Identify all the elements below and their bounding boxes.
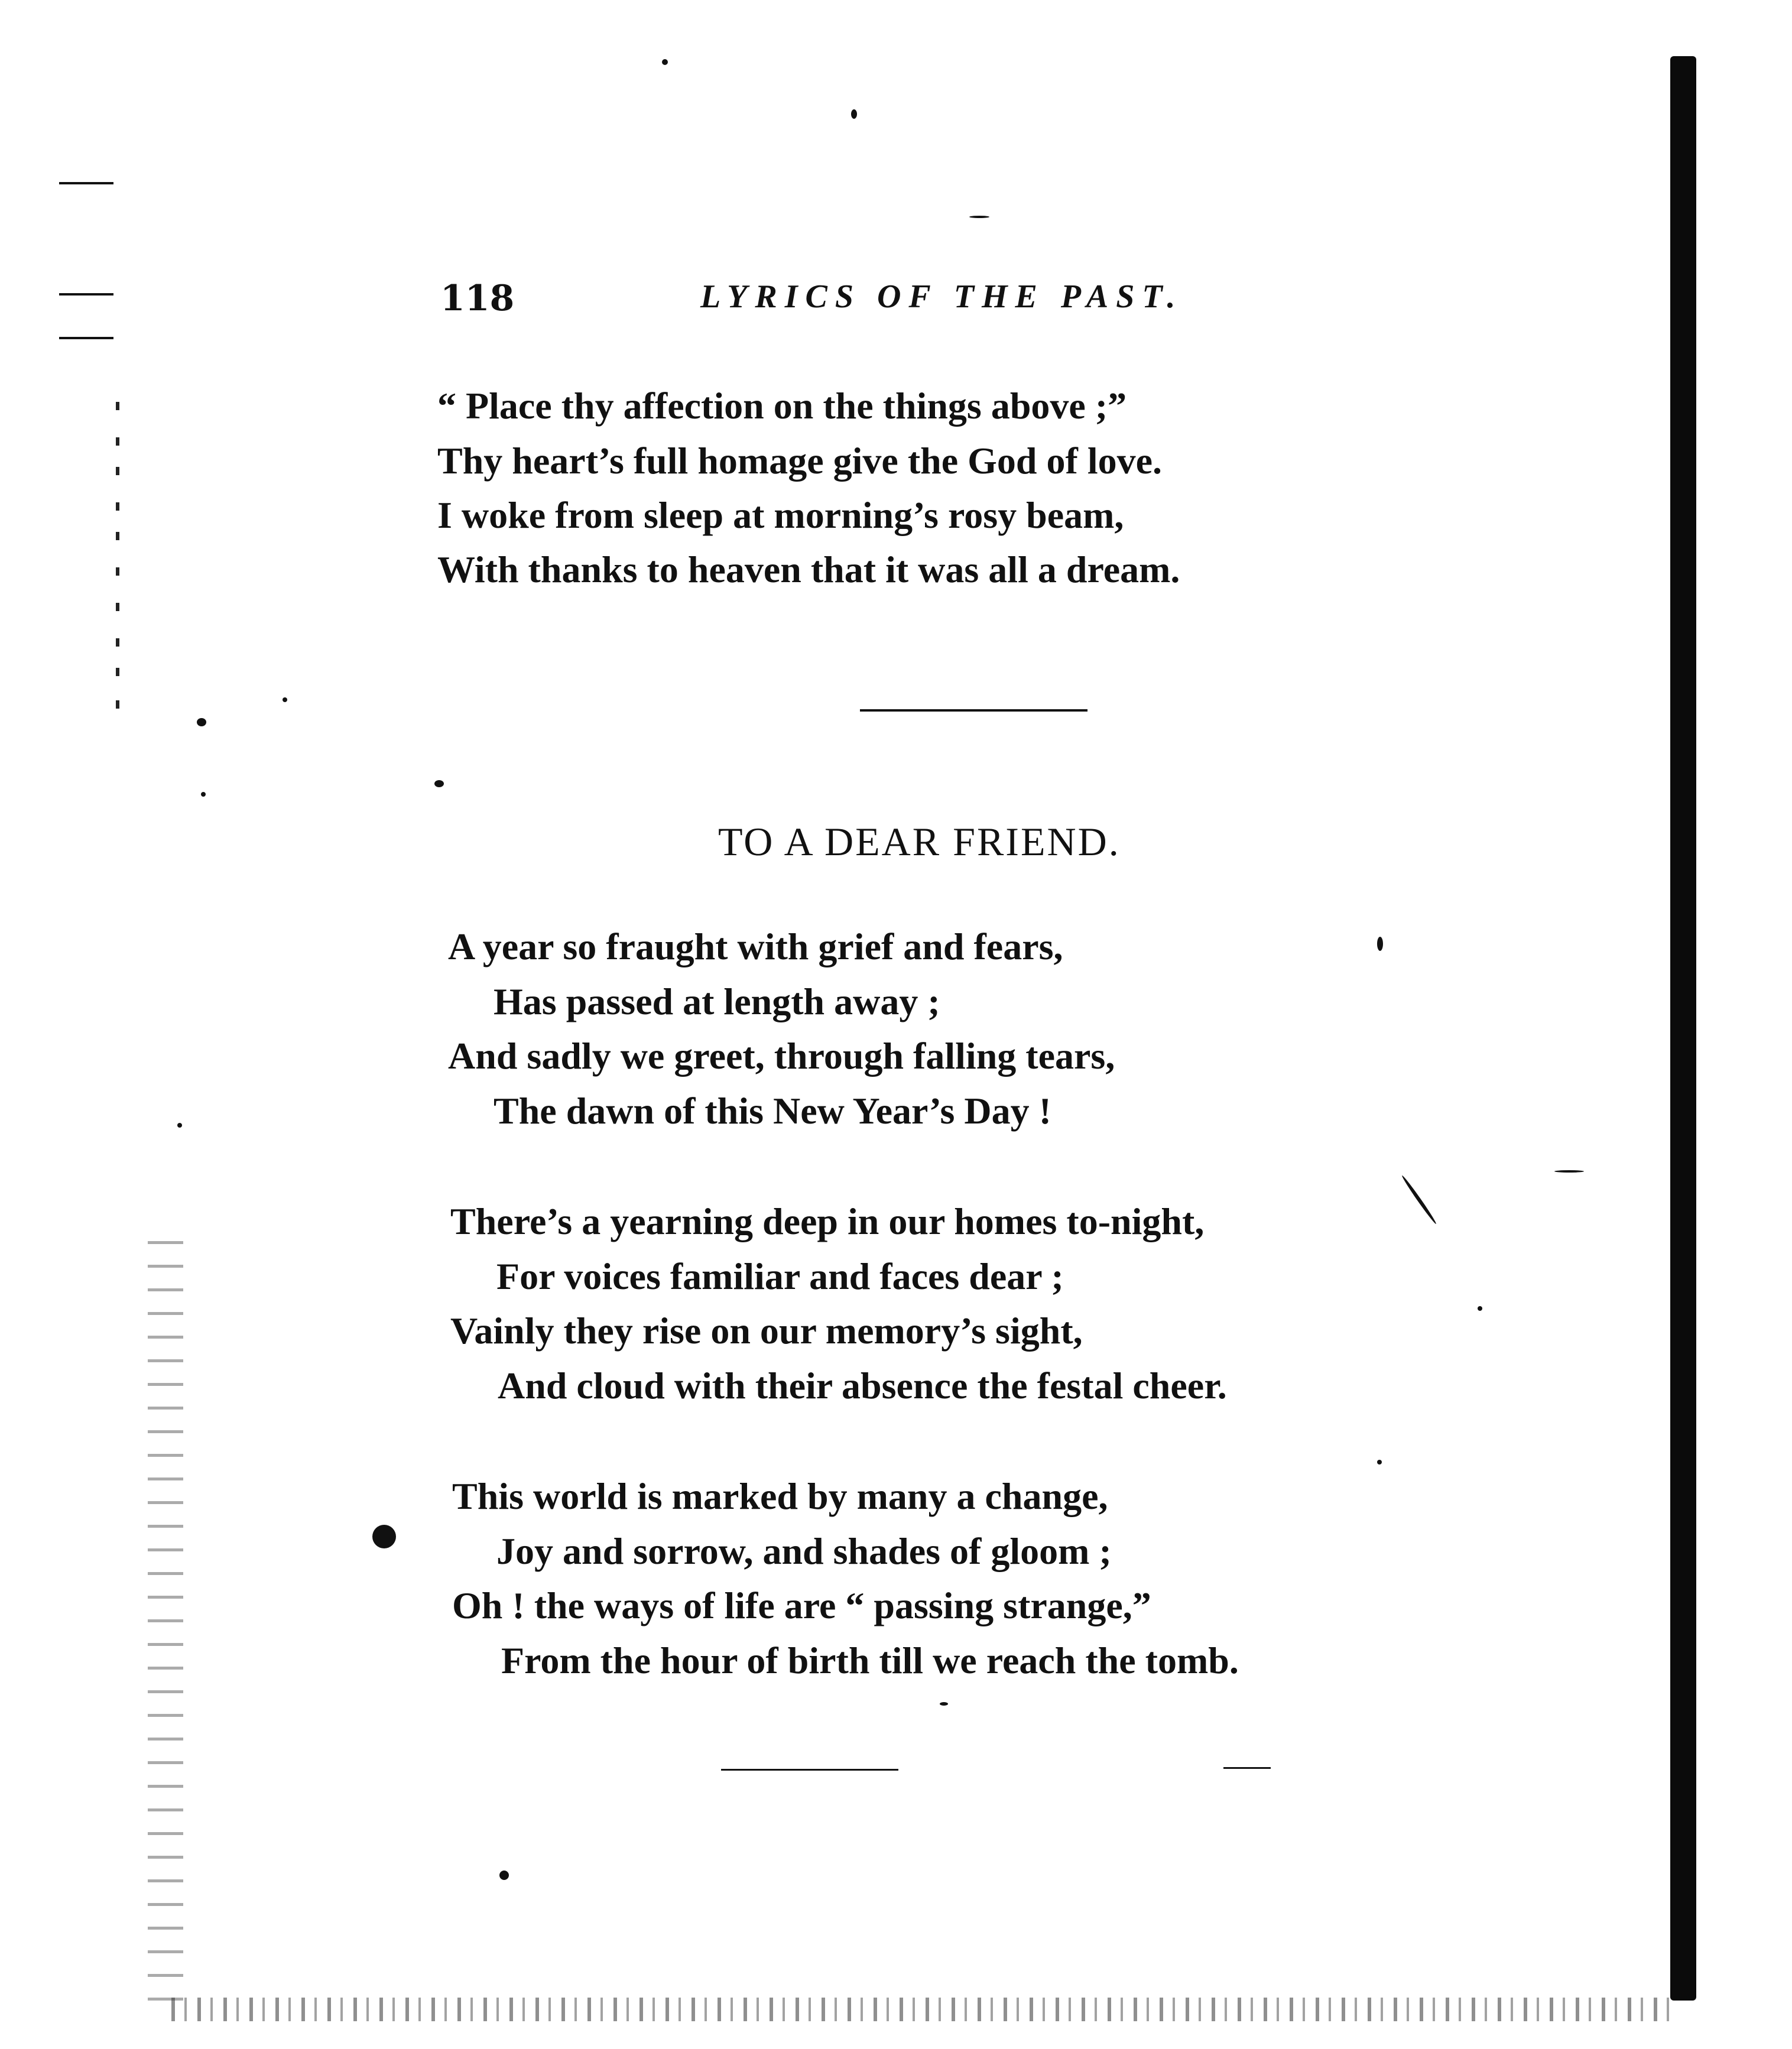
poem-line: For voices familiar and faces dear ;: [496, 1255, 1064, 1297]
ink-speck: [969, 216, 989, 218]
ink-speck: [197, 718, 206, 726]
page-number: 118: [440, 278, 515, 319]
ink-speck: [1554, 1170, 1584, 1173]
ink-speck: [851, 109, 857, 119]
ink-stroke: [1401, 1174, 1437, 1225]
margin-tick: [59, 182, 113, 184]
section-divider: [860, 709, 1087, 712]
ink-speck: [201, 792, 206, 797]
ink-speck: [177, 1123, 182, 1128]
binding-edge: [1670, 56, 1696, 2001]
scan-noise: [171, 1998, 1673, 2021]
running-title: LYRICS OF THE PAST.: [700, 278, 1183, 315]
poem-title: TO A DEAR FRIEND.: [718, 819, 1121, 864]
poem-line: Has passed at length away ;: [494, 980, 940, 1022]
poem-line: Joy and sorrow, and shades of gloom ;: [496, 1530, 1112, 1572]
poem-line: The dawn of this New Year’s Day !: [494, 1090, 1051, 1132]
ink-speck: [283, 697, 287, 702]
ink-speck: [1377, 1460, 1382, 1465]
running-header: [440, 278, 1285, 325]
poem-line: And sadly we greet, through falling tears,: [448, 1035, 1115, 1077]
poem-line: With thanks to heaven that it was all a dream.: [437, 548, 1180, 590]
poem-line: I woke from sleep at morning’s rosy beam,: [437, 494, 1124, 536]
poem-line: Thy heart’s full homage give the God of love.: [437, 440, 1162, 482]
end-divider: [721, 1769, 898, 1771]
poem-line: Vainly they rise on our memory’s sight,: [450, 1310, 1083, 1352]
poem-line: A year so fraught with grief and fears,: [448, 926, 1063, 967]
poem-line: From the hour of birth till we reach the tomb.: [501, 1639, 1239, 1681]
margin-tick: [59, 293, 113, 296]
ink-speck: [1478, 1306, 1482, 1311]
ink-speck: [499, 1871, 509, 1880]
ink-speck: [434, 780, 444, 787]
margin-tick: [59, 337, 113, 339]
ink-speck: [1377, 937, 1383, 951]
ink-blot: [372, 1525, 396, 1548]
poem-line: Oh ! the ways of life are “ passing strange,”: [452, 1584, 1151, 1626]
ink-speck: [662, 59, 668, 65]
poem-line: There’s a yearning deep in our homes to-night,: [450, 1200, 1205, 1242]
poem-line: This world is marked by many a change,: [452, 1475, 1108, 1517]
scan-noise: [148, 1241, 183, 2009]
poem-line: “ Place thy affection on the things above ;”: [437, 385, 1127, 427]
scan-mark: [1223, 1767, 1271, 1769]
poem-line: And cloud with their absence the festal cheer.: [498, 1365, 1227, 1407]
ink-speck: [940, 1702, 948, 1706]
